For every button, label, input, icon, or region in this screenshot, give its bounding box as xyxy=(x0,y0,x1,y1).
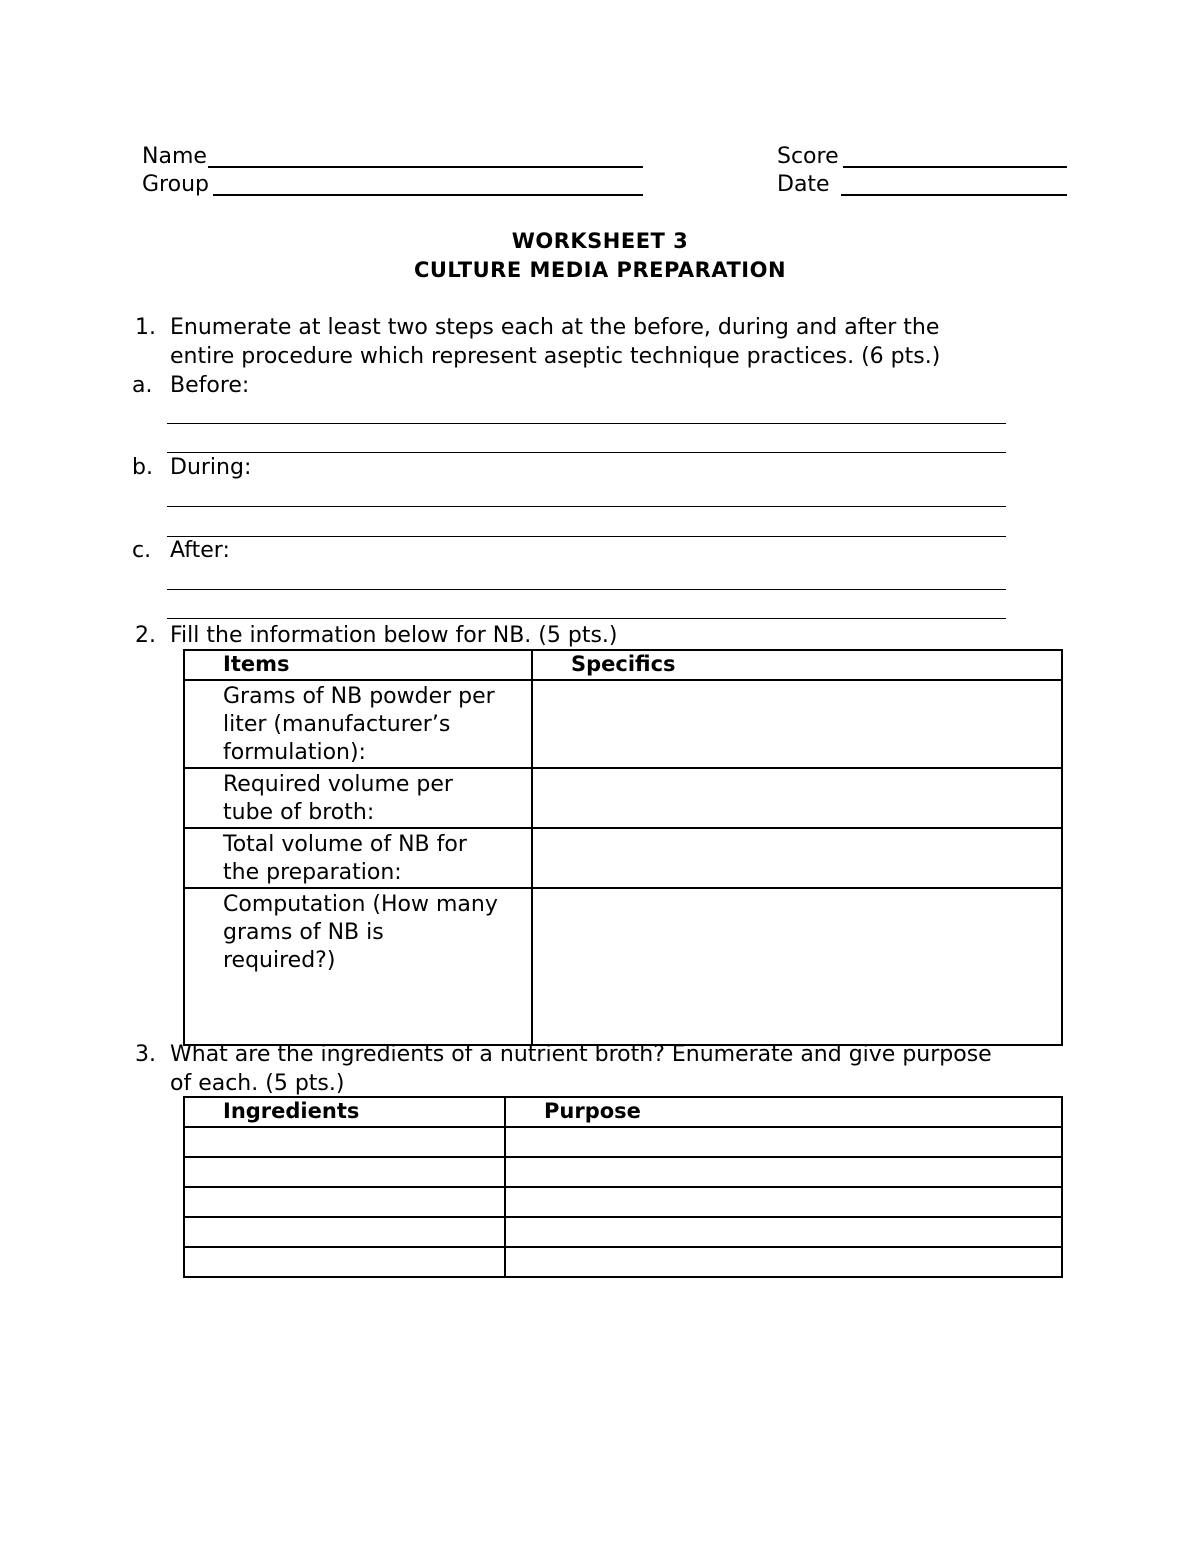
q1-part-c-label: After: xyxy=(170,538,230,563)
table-row xyxy=(184,680,1062,768)
date-label: Date xyxy=(777,172,830,197)
item-text: Computation (How many xyxy=(223,892,498,917)
item-text: tube of broth: xyxy=(223,800,375,825)
answer-line-a2[interactable] xyxy=(167,452,1006,453)
group-label: Group xyxy=(142,172,209,197)
specifics-header: Specifics xyxy=(532,650,1062,680)
q1-part-c-letter: c. xyxy=(132,538,152,563)
purpose-cell[interactable] xyxy=(505,1157,1062,1187)
ingredients-table xyxy=(183,1096,1063,1278)
q1-part-a-letter: a. xyxy=(132,373,153,398)
item-cell xyxy=(184,680,532,768)
purpose-header: Purpose xyxy=(505,1097,1062,1127)
ingredient-cell[interactable] xyxy=(184,1217,505,1247)
specifics-cell[interactable] xyxy=(532,680,1062,768)
name-field[interactable] xyxy=(208,166,643,168)
table-row xyxy=(184,888,1062,1045)
specifics-cell[interactable] xyxy=(532,768,1062,828)
items-header: Items xyxy=(184,650,532,680)
table-row xyxy=(184,1157,1062,1187)
table-row xyxy=(184,1127,1062,1157)
answer-line-b2[interactable] xyxy=(167,536,1006,537)
ingredients-header: Ingredients xyxy=(184,1097,505,1127)
q1-part-a-label: Before: xyxy=(170,373,250,398)
q2-number: 2. xyxy=(135,623,156,648)
purpose-cell[interactable] xyxy=(505,1187,1062,1217)
q1-part-b-letter: b. xyxy=(132,455,153,480)
q2-text: Fill the information below for NB. (5 pts.) xyxy=(170,623,618,648)
q1-text-line1: Enumerate at least two steps each at the before, during and after the xyxy=(170,315,940,340)
q1-part-b-label: During: xyxy=(170,455,252,480)
worksheet-title: WORKSHEET 3 xyxy=(511,229,689,253)
item-text: required?) xyxy=(223,948,336,973)
name-label: Name xyxy=(142,144,207,169)
item-text: the preparation: xyxy=(223,860,402,885)
item-text: Grams of NB powder per xyxy=(223,684,495,709)
q3-text-line2: of each. (5 pts.) xyxy=(170,1071,345,1096)
purpose-cell[interactable] xyxy=(505,1217,1062,1247)
purpose-cell[interactable] xyxy=(505,1247,1062,1277)
item-text: grams of NB is xyxy=(223,920,384,945)
q1-number: 1. xyxy=(135,315,156,340)
table-row xyxy=(184,828,1062,888)
item-text: Total volume of NB for xyxy=(223,832,467,857)
q1-text-line2: entire procedure which represent aseptic technique practices. (6 pts.) xyxy=(170,344,941,369)
specifics-cell[interactable] xyxy=(532,888,1062,1045)
ingredient-cell[interactable] xyxy=(184,1127,505,1157)
worksheet-subtitle: CULTURE MEDIA PREPARATION xyxy=(413,258,787,282)
q3-text-line1: What are the ingredients of a nutrient broth? Enumerate and give purpose xyxy=(170,1042,992,1067)
table-row xyxy=(184,1247,1062,1277)
ingredient-cell[interactable] xyxy=(184,1157,505,1187)
item-text: liter (manufacturer’s xyxy=(223,712,451,737)
answer-line-c1[interactable] xyxy=(167,589,1006,590)
item-cell xyxy=(184,768,532,828)
ingredient-cell[interactable] xyxy=(184,1247,505,1277)
table-row xyxy=(184,1217,1062,1247)
table-header-row xyxy=(184,1097,1062,1127)
table-row xyxy=(184,1187,1062,1217)
answer-line-b1[interactable] xyxy=(167,506,1006,507)
table-row xyxy=(184,768,1062,828)
table-header-row xyxy=(184,650,1062,680)
q3-number: 3. xyxy=(135,1042,156,1067)
group-field[interactable] xyxy=(213,194,643,196)
item-cell xyxy=(184,828,532,888)
answer-line-c2[interactable] xyxy=(167,618,1006,619)
score-field[interactable] xyxy=(843,166,1067,168)
nb-info-table xyxy=(183,649,1063,1046)
answer-line-a1[interactable] xyxy=(167,423,1006,424)
ingredient-cell[interactable] xyxy=(184,1187,505,1217)
item-cell xyxy=(184,888,532,1045)
item-text: formulation): xyxy=(223,740,366,765)
score-label: Score xyxy=(777,144,839,169)
specifics-cell[interactable] xyxy=(532,828,1062,888)
purpose-cell[interactable] xyxy=(505,1127,1062,1157)
date-field[interactable] xyxy=(841,194,1067,196)
item-text: Required volume per xyxy=(223,772,453,797)
